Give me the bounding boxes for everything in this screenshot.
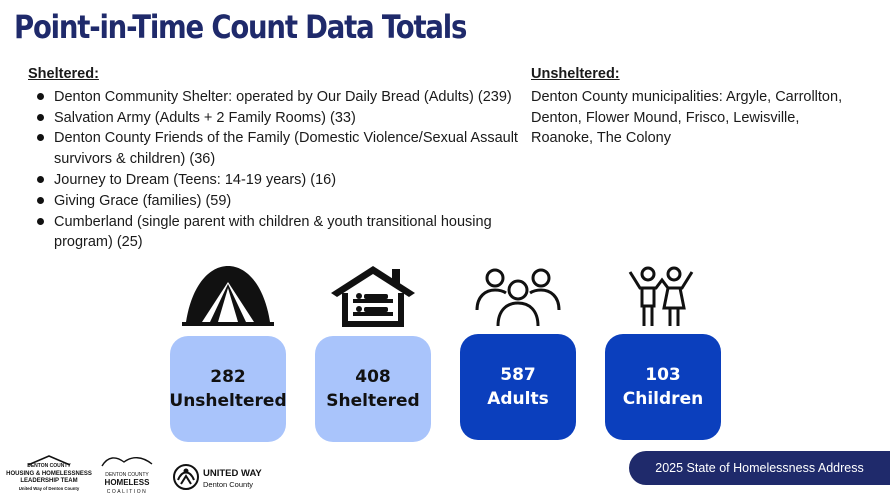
list-item: Denton County Friends of the Family (Domestic Violence/Sexual Assault survivors & children) (36) (28, 128, 518, 170)
svg-text:LEADERSHIP TEAM: LEADERSHIP TEAM (20, 478, 78, 484)
list-item: Giving Grace (families) (59) (28, 191, 518, 212)
svg-text:UNITED WAY: UNITED WAY (203, 468, 262, 479)
stat-value: 587 (500, 365, 536, 385)
svg-text:COALITION: COALITION (106, 489, 148, 495)
svg-text:United Way of Denton County: United Way of Denton County (18, 486, 80, 491)
sheltered-list (28, 87, 518, 253)
unsheltered-heading: Unsheltered: (531, 66, 620, 82)
list-item: Journey to Dream (Teens: 14-19 years) (16) (28, 170, 518, 191)
stat-value: 103 (645, 365, 681, 385)
hhlt-logo (6, 454, 92, 496)
stat-sheltered (315, 336, 431, 442)
page-title: Point-in-Time Count Data Totals (14, 8, 467, 46)
svg-text:DENTON COUNTY: DENTON COUNTY (27, 463, 71, 469)
stat-label: Sheltered (326, 391, 420, 411)
stat-label: Children (622, 389, 704, 409)
children-icon (626, 266, 696, 333)
tent-icon (180, 262, 276, 333)
sheltered-heading: Sheltered: (28, 66, 99, 82)
stat-children (605, 334, 721, 440)
stat-label: Unsheltered (169, 391, 287, 411)
stat-value: 408 (355, 367, 391, 387)
list-item: Cumberland (single parent with children & youth transitional housing program) (25) (28, 212, 518, 254)
group-icon (472, 266, 564, 333)
list-item: Denton Community Shelter: operated by Our Daily Bread (Adults) (239) (28, 87, 518, 108)
footer-banner: 2025 State of Homelessness Address (629, 451, 890, 485)
sheltered-section (28, 64, 518, 253)
stat-value: 282 (210, 367, 246, 387)
stat-unsheltered (170, 336, 286, 442)
svg-text:DENTON COUNTY: DENTON COUNTY (105, 472, 149, 478)
unsheltered-text: Denton County municipalities: Argyle, Carrollton, Denton, Flower Mound, Frisco, Lewisville, Roanoke, The Colony (531, 88, 843, 147)
dchc-logo (96, 454, 158, 496)
united-way-logo (172, 462, 264, 494)
list-item: Salvation Army (Adults + 2 Family Rooms) (33) (28, 108, 518, 129)
svg-text:HOUSING & HOMELESSNESS: HOUSING & HOMELESSNESS (6, 471, 92, 477)
stat-label: Adults (487, 389, 549, 409)
unsheltered-section (531, 64, 861, 149)
bunk-bed-house-icon (328, 263, 418, 334)
svg-text:Denton County: Denton County (203, 480, 254, 489)
stat-adults (460, 334, 576, 440)
svg-text:HOMELESS: HOMELESS (104, 478, 150, 487)
